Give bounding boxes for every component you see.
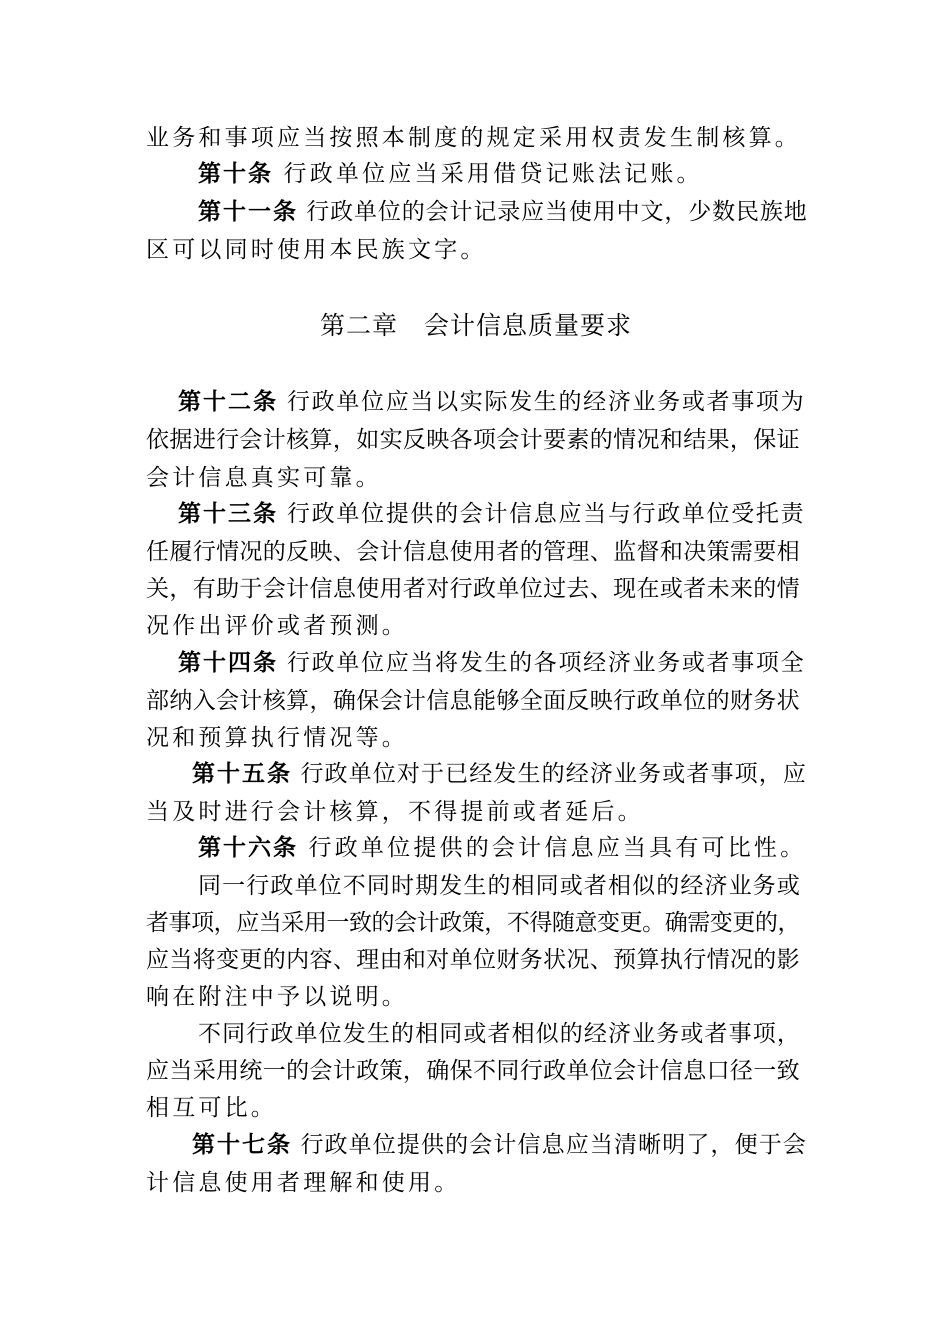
line-text: 业务和事项应当按照本制度的规定采用权责发生制核算。 xyxy=(146,125,801,151)
text-line xyxy=(146,942,800,978)
text-line xyxy=(146,683,800,719)
line-text: 况作出评价或者预测。 xyxy=(146,613,408,639)
text-line xyxy=(146,1090,277,1126)
line-text: 应当将变更的内容、理由和对单位财务状况、预算执行情况的影 xyxy=(146,947,800,973)
text-line xyxy=(146,422,800,458)
line-text: 行政单位提供的会计信息应当具有可比性。 xyxy=(308,835,807,861)
article-number: 第十四条 xyxy=(178,650,278,676)
line-text: 依据进行会计核算，如实反映各项会计要素的情况和结果，保证 xyxy=(146,427,800,453)
line-text: 行政单位对于已经发生的经济业务或者事项，应 xyxy=(300,761,807,787)
article-line xyxy=(198,156,703,192)
line-text: 况和预算执行情况等。 xyxy=(146,725,408,751)
text-line xyxy=(146,534,800,570)
line-text: 相互可比。 xyxy=(146,1095,277,1121)
text-line xyxy=(146,794,644,830)
text-line xyxy=(146,232,487,268)
line-text: 计信息使用者理解和使用。 xyxy=(146,1170,461,1196)
article-number: 第十五条 xyxy=(192,761,292,787)
article-line xyxy=(198,194,808,230)
line-text: 响在附注中予以说明。 xyxy=(146,984,408,1010)
article-line xyxy=(192,1127,807,1163)
line-text: 部纳入会计核算，确保会计信息能够全面反映行政单位的财务状 xyxy=(146,688,800,714)
article-number: 第十三条 xyxy=(178,501,278,527)
line-text: 行政单位应当采用借贷记账法记账。 xyxy=(283,161,703,187)
line-text: 同一行政单位不同时期发生的相同或者相似的经济业务或 xyxy=(198,873,801,899)
line-text: 者事项，应当采用一致的会计政策，不得随意变更。确需变更的， xyxy=(146,910,801,936)
text-line xyxy=(146,1165,460,1201)
text-line xyxy=(198,1016,801,1052)
line-text: 关，有助于会计信息使用者对行政单位过去、现在或者未来的情 xyxy=(146,576,800,602)
article-line xyxy=(192,756,807,792)
line-text: 会计信息真实可靠。 xyxy=(146,465,382,491)
text-line xyxy=(146,120,801,156)
chapter-title: 第二章 会计信息质量要求 xyxy=(319,311,632,340)
article-line xyxy=(198,830,806,866)
article-number: 第十一条 xyxy=(198,199,298,225)
text-line xyxy=(146,608,408,644)
article-number: 第十条 xyxy=(198,161,273,187)
line-text: 行政单位的会计记录应当使用中文，少数民族地 xyxy=(306,199,808,225)
text-line xyxy=(146,905,800,941)
article-line xyxy=(178,384,805,420)
text-line xyxy=(146,571,800,607)
line-text: 任履行情况的反映、会计信息使用者的管理、监督和决策需要相 xyxy=(146,539,800,565)
line-text: 行政单位提供的会计信息应当清晰明了，便于会 xyxy=(300,1132,807,1158)
article-line xyxy=(178,645,805,681)
article-line xyxy=(178,496,805,532)
article-number: 第十六条 xyxy=(198,835,298,861)
text-line xyxy=(146,720,408,756)
line-text: 行政单位提供的会计信息应当与行政单位受托责 xyxy=(287,501,806,527)
line-text: 不同行政单位发生的相同或者相似的经济业务或者事项， xyxy=(198,1021,801,1047)
text-line xyxy=(146,1053,800,1089)
line-text: 应当采用统一的会计政策，确保不同行政单位会计信息口径一致 xyxy=(146,1058,800,1084)
text-line xyxy=(146,460,382,496)
text-line xyxy=(146,979,408,1015)
line-text: 区可以同时使用本民族文字。 xyxy=(146,237,487,263)
article-number: 第十二条 xyxy=(178,389,278,415)
article-number: 第十七条 xyxy=(192,1132,292,1158)
line-text: 当及时进行会计核算，不得提前或者延后。 xyxy=(146,799,644,825)
text-line xyxy=(198,868,801,904)
line-text: 行政单位应当将发生的各项经济业务或者事项全 xyxy=(287,650,806,676)
line-text: 行政单位应当以实际发生的经济业务或者事项为 xyxy=(287,389,806,415)
